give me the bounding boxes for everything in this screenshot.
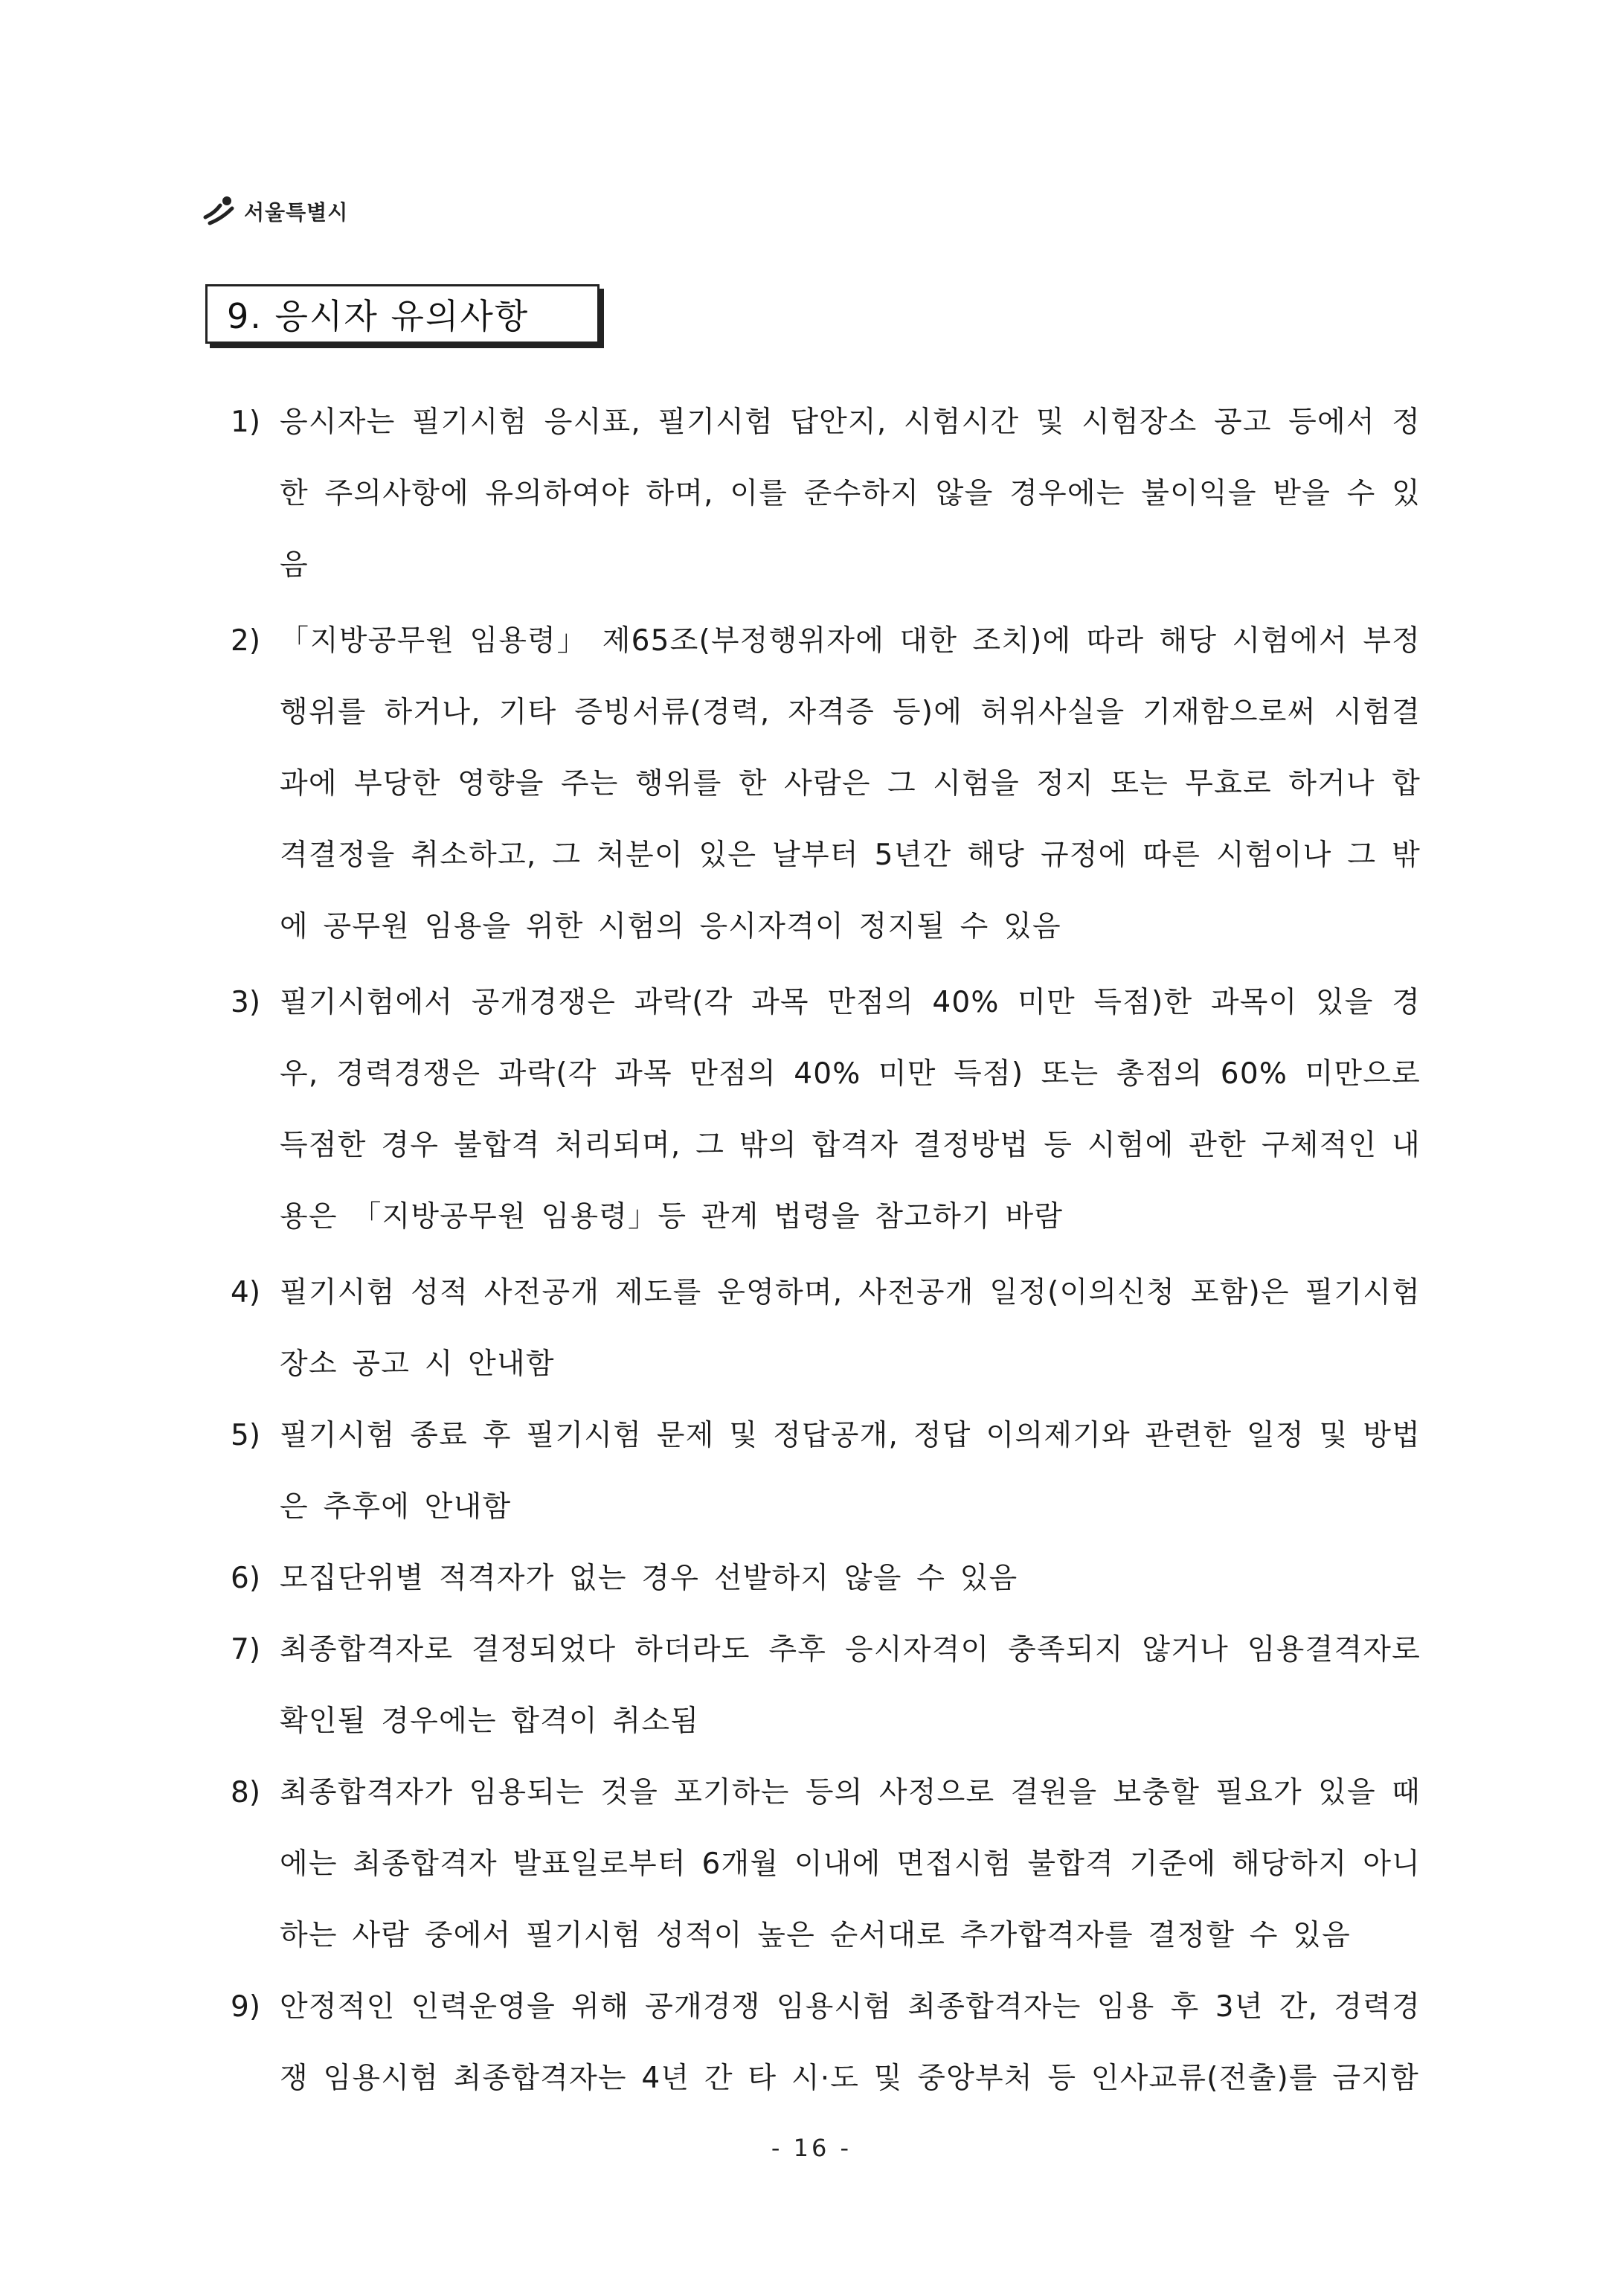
note-number: 6) bbox=[231, 1562, 261, 1595]
note-item bbox=[231, 1972, 1421, 2114]
note-text: 최종합격자로 결정되었다 하더라도 추후 응시자격이 충족되지 않거나 임용결격자로 확인될 경우에는 합격이 취소됨 bbox=[280, 1633, 1421, 1738]
section-title-box bbox=[205, 284, 600, 344]
notes-list bbox=[231, 387, 1421, 2114]
note-number: 3) bbox=[231, 986, 261, 1019]
note-text: 필기시험 종료 후 필기시험 문제 및 정답공개, 정답 이의제기와 관련한 일정 및 방법은 추후에 안내함 bbox=[280, 1419, 1421, 1524]
note-item bbox=[231, 1757, 1421, 1972]
note-item bbox=[231, 1257, 1421, 1400]
note-item bbox=[231, 1400, 1421, 1543]
note-text: 모집단위별 적격자가 없는 경우 선발하지 않을 수 있음 bbox=[280, 1562, 1018, 1595]
note-item bbox=[231, 606, 1421, 963]
seoul-logo-icon bbox=[202, 195, 240, 228]
note-text: 필기시험 성적 사전공개 제도를 운영하며, 사전공개 일정(이의신청 포함)은 필기시험 장소 공고 시 안내함 bbox=[280, 1276, 1421, 1381]
note-number: 9) bbox=[231, 1990, 261, 2024]
note-item bbox=[231, 1543, 1421, 1614]
page-header bbox=[202, 195, 348, 228]
page-number: - 16 - bbox=[771, 2134, 852, 2162]
note-number: 7) bbox=[231, 1633, 261, 1667]
note-number: 4) bbox=[231, 1276, 261, 1309]
note-text: 「지방공무원 임용령」 제65조(부정행위자에 대한 조치)에 따라 해당 시험에서 부정행위를 하거나, 기타 증빙서류(경력, 자격증 등)에 허위사실을 기재함으로써 시험결과에 부당한 영향을 주는 행위를 한 사람은 그 시험을 정지 또는 무효로 하거나 합격결정을 취소하고, 그 처분이 있은 날부터 5년간 해당 규정에 따른 시험이나 그 밖에 공무원 임용을 위한 시험의 응시자격이 정지될 수 있음 bbox=[280, 624, 1421, 943]
org-name: 서울특별시 bbox=[244, 200, 349, 225]
note-number: 1) bbox=[231, 405, 261, 439]
note-number: 5) bbox=[231, 1419, 261, 1452]
note-item bbox=[231, 967, 1421, 1253]
note-item bbox=[231, 387, 1421, 601]
note-number: 8) bbox=[231, 1776, 261, 1809]
note-text: 응시자는 필기시험 응시표, 필기시험 답안지, 시험시간 및 시험장소 공고 등에서 정한 주의사항에 유의하여야 하며, 이를 준수하지 않을 경우에는 불이익을 받을 수 있음 bbox=[280, 405, 1421, 582]
section-title: 9. 응시자 유의사항 bbox=[227, 296, 530, 336]
note-text: 필기시험에서 공개경쟁은 과락(각 과목 만점의 40% 미만 득점)한 과목이 있을 경우, 경력경쟁은 과락(각 과목 만점의 40% 미만 득점) 또는 총점의 60% 미만으로 득점한 경우 불합격 처리되며, 그 밖의 합격자 결정방법 등 시험에 관한 구체적인 내용은 「지방공무원 임용령」등 관계 법령을 참고하기 바람 bbox=[280, 986, 1421, 1234]
note-number: 2) bbox=[231, 624, 261, 658]
note-text: 최종합격자가 임용되는 것을 포기하는 등의 사정으로 결원을 보충할 필요가 있을 때에는 최종합격자 발표일로부터 6개월 이내에 면접시험 불합격 기준에 해당하지 아니하는 사람 중에서 필기시험 성적이 높은 순서대로 추가합격자를 결정할 수 있음 bbox=[280, 1776, 1421, 1952]
note-text: 안정적인 인력운영을 위해 공개경쟁 임용시험 최종합격자는 임용 후 3년 간, 경력경쟁 임용시험 최종합격자는 4년 간 타 시·도 및 중앙부처 등 인사교류(전출)를 금지함 bbox=[280, 1990, 1421, 2095]
note-item bbox=[231, 1614, 1421, 1757]
